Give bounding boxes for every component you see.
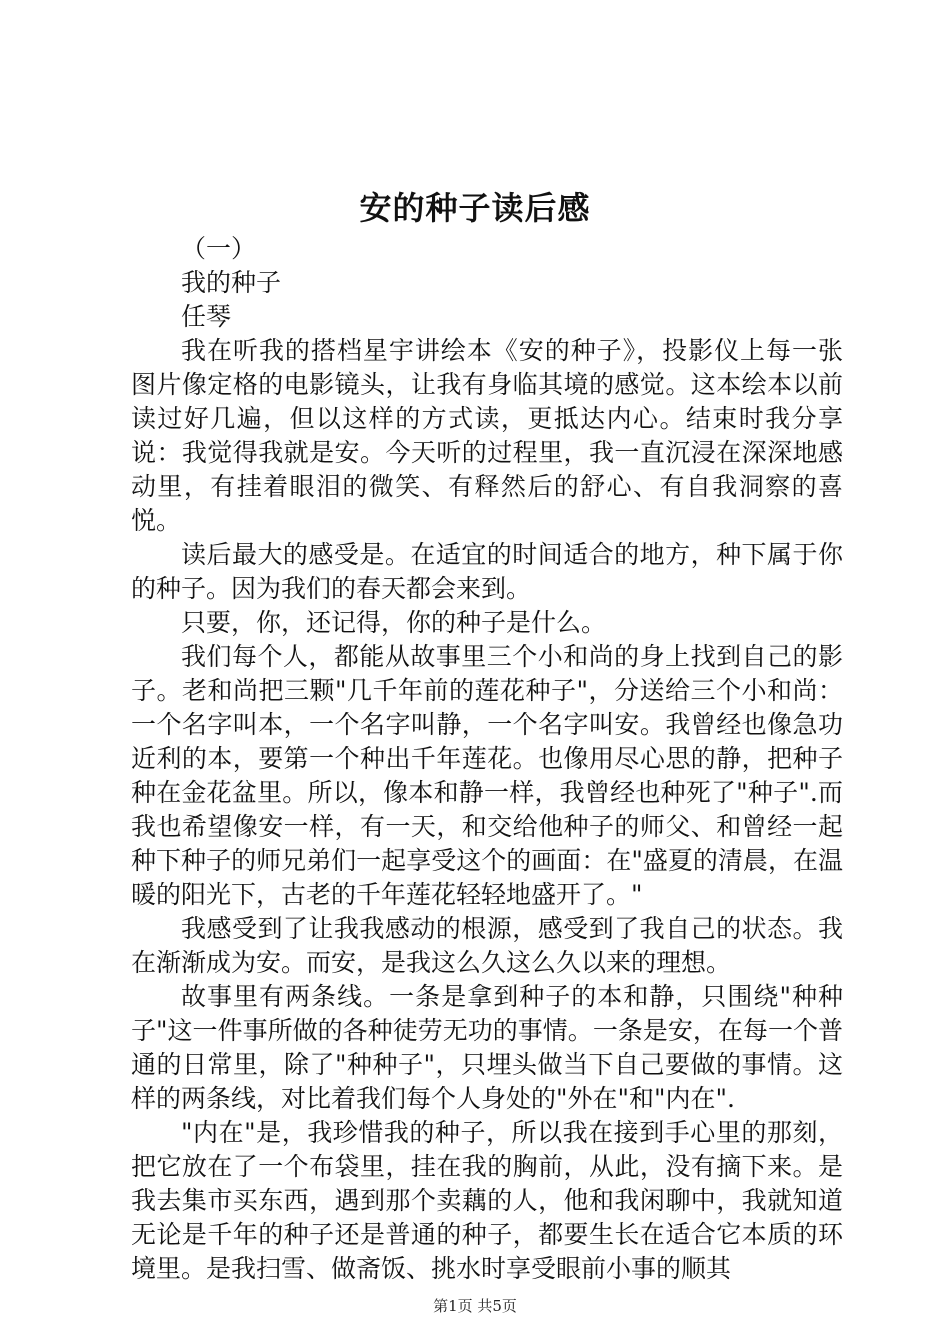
page-number-footer: 第1页 共5页 (433, 1297, 517, 1315)
paragraph-1: 我在听我的搭档星宇讲绘本《安的种子》，投影仪上每一张图片像定格的电影镜头，让我有身临其境的感觉。这本绘本以前读过好几遍，但以这样的方式读，更抵达内心。结束时我分享说：我觉得我就是安。今天听的过程里，我一直沉浸在深深地感动里，有挂着眼泪的微笑、有释然后的舒心、有自我洞察的喜悦。 (131, 336, 843, 535)
section-number: （一） (181, 234, 257, 263)
paragraph-6: 故事里有两条线。一条是拿到种子的本和静，只围绕"种种子"这一件事所做的各种徒劳无功的事情。一条是安，在每一个普通的日常里，除了"种种子"，只埋头做当下自己要做的事情。这样的两条线，对比着我们每个人身处的"外在"和"内在". (131, 982, 843, 1113)
author-name: 任琴 (181, 302, 232, 331)
paragraph-5: 我感受到了让我我感动的根源，感受到了我自己的状态。我在渐渐成为安。而安，是我这么久这么久以来的理想。 (131, 914, 843, 977)
document-title: 安的种子读后感 (359, 189, 591, 227)
document-body (131, 232, 843, 1286)
essay-subtitle: 我的种子 (181, 268, 282, 297)
paragraph-3: 只要，你，还记得，你的种子是什么。 (181, 608, 607, 637)
paragraph-2: 读后最大的感受是。在适宜的时间适合的地方，种下属于你的种子。因为我们的春天都会来到。 (131, 540, 843, 603)
paragraph-4: 我们每个人，都能从故事里三个小和尚的身上找到自己的影子。老和尚把三颗"几千年前的莲花种子"，分送给三个小和尚：一个名字叫本，一个名字叫静，一个名字叫安。我曾经也像急功近利的本，要第一个种出千年莲花。也像用尽心思的静，把种子种在金花盆里。所以，像本和静一样，我曾经也种死了"种子".而我也希望像安一样，有一天，和交给他种子的师父、和曾经一起种下种子的师兄弟们一起享受这个的画面：在"盛夏的清晨，在温暖的阳光下，古老的千年莲花轻轻地盛开了。" (131, 642, 843, 909)
paragraph-7: "内在"是，我珍惜我的种子，所以我在接到手心里的那刻，把它放在了一个布袋里，挂在我的胸前，从此，没有摘下来。是我去集市买东西，遇到那个卖藕的人，他和我闲聊中，我就知道无论是千年的种子还是普通的种子，都要生长在适合它本质的环境里。是我扫雪、做斋饭、挑水时享受眼前小事的顺其 (131, 1118, 843, 1283)
